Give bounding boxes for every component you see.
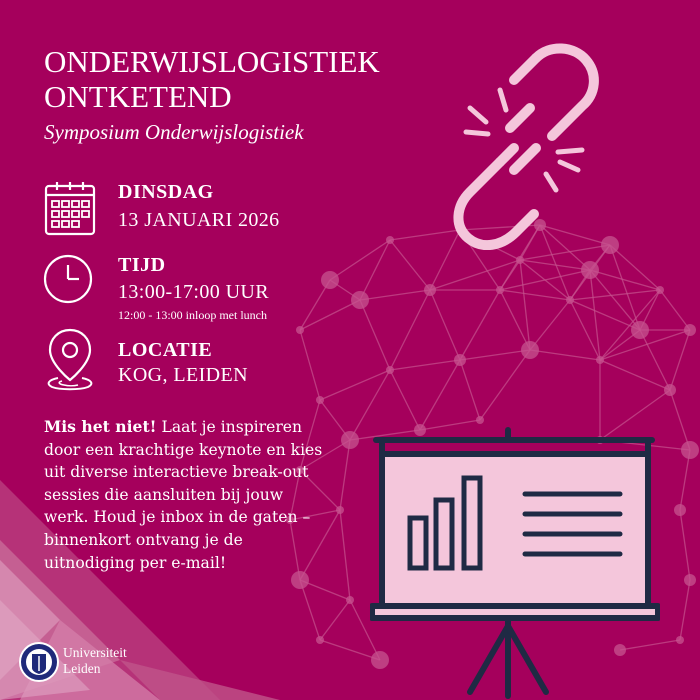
body-paragraph: Laat je inspireren door een krachtige keynote en kies uit diverse interactieve break-out sessies die aansluiten bij jouw werk. Houd je inbox in de gaten – binnenkort ontvang je de uitnodiging per e-mail!: [44, 418, 323, 572]
map-pin-icon: [42, 326, 98, 392]
university-seal-icon: [18, 640, 60, 684]
clock-icon: [42, 253, 94, 305]
broken-chain-icon: [418, 40, 618, 250]
logo-line-2: Leiden: [63, 661, 101, 676]
location-label: LOCATIE: [118, 339, 213, 361]
subtitle: Symposium Onderwijslogistiek: [44, 120, 304, 144]
body-text: [44, 416, 329, 574]
university-logo-text: [63, 645, 127, 677]
time-value: 13:00-17:00 UUR: [118, 281, 269, 303]
location-value: KOG, LEIDEN: [118, 364, 248, 386]
logo-line-1: Universiteit: [63, 645, 127, 660]
presentation-board-icon: [370, 426, 660, 700]
calendar-icon: [44, 180, 96, 240]
body-lead: Mis het niet!: [44, 417, 157, 436]
time-note: 12:00 - 13:00 inloop met lunch: [118, 308, 267, 322]
date-value: 13 JANUARI 2026: [118, 209, 280, 231]
title-line-2: ONTKETEND: [44, 79, 232, 114]
title-line-1: ONDERWIJSLOGISTIEK: [44, 44, 380, 79]
time-label: TIJD: [118, 254, 166, 276]
date-label: DINSDAG: [118, 181, 214, 203]
